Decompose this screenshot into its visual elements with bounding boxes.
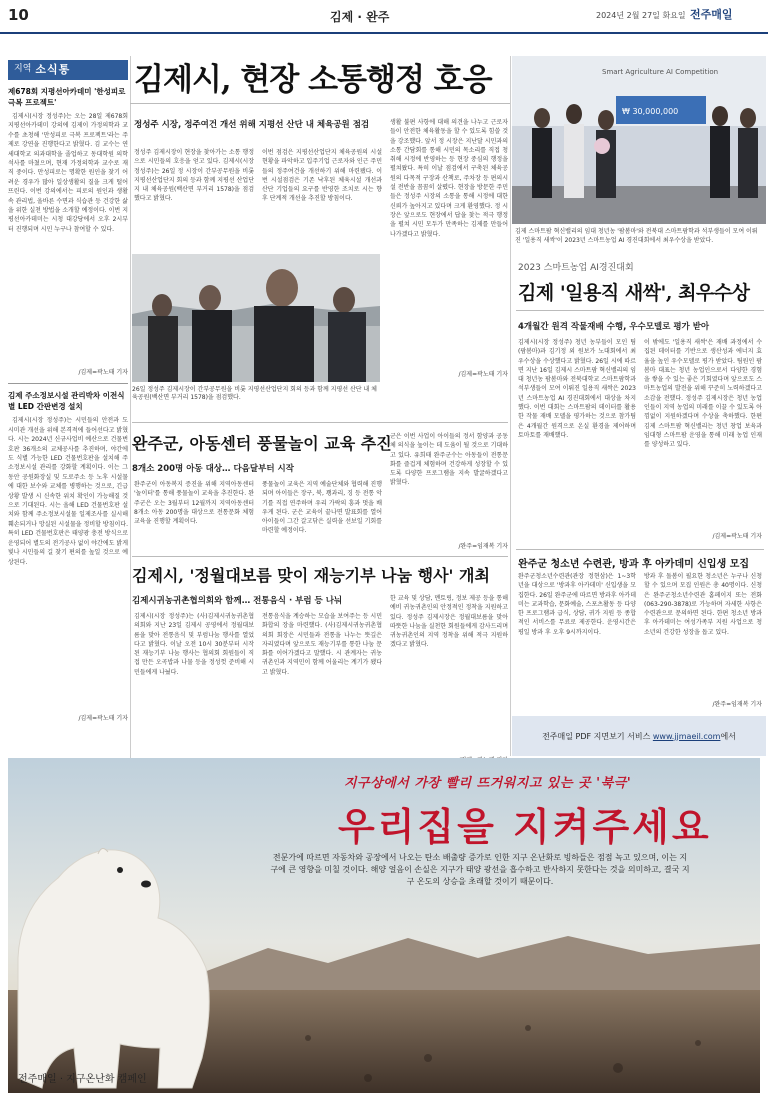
issue-date: 2024년 2월 27일 화요일 [596, 11, 686, 20]
award-headline: 김제 '일용직 새싹', 최우수상 [518, 282, 750, 304]
award-ceremony-photo [512, 56, 766, 224]
award-kicker: 2023 스마트농업 AI경진대회 [518, 263, 634, 273]
story4-col3: 군은 이번 사업이 아이들의 정서 함양과 공동체 의식을 높이는 데 도움이 될 것으로 기대하고 있다. 유희태 완주군수는 아동들이 전통문화를 즐겁게 체험하며 건강하게 성장할 수 있도록 다양한 프로그램을 지속 발굴하겠다고 밝혔다. [390, 433, 508, 487]
ad-body: 전문가에 따르면 자동차와 공장에서 나오는 탄소 배출량 증가로 인한 지구 온난화로 빙하들은 점점 녹고 있으며, 이는 지구에 큰 영향을 미칠 것이다. 해양 얼음이 손실은 지구가 태양 광선을 흡수하고 반사하지 못한다는 것을 의미하고, 결국 지구 온도의 상승을 초래할 것이기 때문이다. [270, 853, 690, 886]
sidebar-story2-title: 김제 주소정보시설 관리박차 이전식별 LED 간판변경 설치 [8, 391, 125, 412]
story4-headline: 완주군, 아동센터 풍물놀이 교육 추진 [132, 434, 392, 453]
award-photo [512, 56, 766, 224]
officials-inspection-photo [132, 254, 380, 382]
sidebar-story1-byline: /김제=곽노태 기자 [78, 369, 128, 376]
photo-banner-text: Smart Agriculture AI Competition [602, 68, 719, 76]
pdf-service-notice [512, 716, 766, 756]
sidebar-story2-body: 김제시(시장 정성주)는 시민들의 안전과 도시미관 개선을 위해 본격적에 들어선다고 밝혔다. 시는 2024년 신규사업비 예산으로 건물번호판 36개소의 교체공사를 추진하며, 야간에도 식별 가능한 LED 건물번호판을 설치해 주소정보시설 관리를 강화할 계획이다. 이는 그동안 공원화장실 및 도로주소 등 노후 시설물에 대한 보수와 교체를 병행하는 것으로, 긴급상황 발생 시 신속한 위치 확인이 가능해질 것으로 기대된다. 시는 올해 LED 건물번호판 설치와 함께 주소정보시설물 일제조사를 실시해 훼손되거나 망실된 시설물을 정비할 방침이다. 특히 LED 건물번호판은 태양광 충전 방식으로 운영되어 별도의 전기공사 없이 야간에도 밝게 빛나 시민들의 길 찾기 편의를 높일 것으로 예상된다. [8, 417, 128, 566]
story5-headline: 김제시, '정월대보름 맞이 재능기부 나눔 행사' 개최 [132, 566, 490, 585]
main-col2: 이번 점검은 지평선산업단지 체육공원의 시설 현황을 파악하고 입주기업 근로자와 인근 주민들의 정주여건을 개선하기 위해 마련됐다. 이번 시설점검은 기존 낙후된 체육시설 개선과 산단 기업들의 요구를 반영한 조치로 시는 향후 단계적 개선을 추진할 방침이다. [262, 149, 382, 203]
story6-col2: 방과 후 돌봄이 필요한 청소년은 누구나 신청할 수 있으며 모집 인원은 총 40명이다. 신청은 완주군청소년수련관 홈페이지 또는 전화(063-290-3878)로 가능하며 자세한 사항은 수련관으로 문의하면 된다. 한편 청소년 방과후 아카데미는 여성가족부 지원 사업으로 청소년의 건강한 성장을 돕고 있다. [644, 573, 762, 636]
divider [132, 422, 508, 423]
column-divider [510, 56, 511, 756]
main-photo [132, 254, 380, 382]
story6-byline: /완주=임재복 기자 [712, 701, 762, 708]
award-col1: 김제시(시장 정성주) 청년 농부들이 모인 팀(팜봄마)과 김기정 외 원보가 노대회에서 최우수상을 수상했다고 밝혔다. 26일 시에 따르면 지난 16일 김제시 스마트팜 혁신밸리의 임대 청년농 팜봄마와 전북대학교 스마트팜학과 석부생들이 모여 이뤄진 일용직 새싹은 2023년 스마트농업 AI 경진대회에서 대상을 차지했다. 이번 대회는 스마트팜의 데이터를 활용한 작물 재배 모델을 평가하는 것으로 참가팀은 4개월간 원격으로 온실 환경을 제어하며 토마토를 재배했다. [518, 339, 636, 439]
pdf-notice-link[interactable]: www.jjmaeil.com [652, 731, 721, 741]
section-tag-big: 소식통 [35, 63, 71, 77]
story5-col2: 전통음식을 계승하는 모습을 보여주는 등 시민 화합의 장을 마련했다. (사)김제시귀농귀촌협의회 회장은 시민들과 전통을 나누는 뜻깊은 자리였다며 앞으로도 재능기부를 통한 나눔 문화를 이어가겠다고 말했다. 시 관계자는 귀농귀촌인과 지역민이 함께 어울리는 계기가 됐다고 밝혔다. [262, 613, 382, 676]
section-tag-small: 지역 [14, 64, 32, 75]
main-subhead: 정성주 시장, 정주여건 개선 위해 지평선 산단 내 체육공원 점검 [134, 120, 370, 130]
award-photo-caption: 김제 스마트팜 혁신밸리의 임대 청년농 '팜봄마'와 전북대 스마트팜학과 석부생들이 모여 이뤄진 '일용직 새싹'이 2023년 스마트농업 AI 경진대회에서 최우수상을 받았다. [515, 228, 758, 244]
main-col1: 정성주 김제시장이 현장을 찾아가는 소통 행정으로 시민들의 호응을 얻고 있다. 김제시(시장 정성주)는 26일 정 시장이 간부공무원을 비롯 지평선산업단지 회의 등과 함께 지평선 산업단지 내 체육공원(백산면 부거리 1578)을 점검했다고 밝혔다. [134, 149, 254, 203]
ad-kicker: 지구상에서 가장 빨리 뜨거워지고 있는 곳 '북극' [344, 776, 632, 791]
newspaper-name: 전주매일 [690, 8, 733, 21]
award-subhead: 4개월간 원격 작물재배 수행, 우수모델로 평가 받아 [518, 322, 710, 332]
local-news-sidebar [8, 60, 128, 772]
divider [132, 556, 508, 557]
section-title: 김제 · 완주 [330, 10, 390, 24]
main-headline: 김제시, 현장 소통행정 호응 [130, 56, 510, 104]
main-photo-caption: 26일 정성주 김제시장이 간부공무원을 비롯 지평선산업단지 회의 등과 함께 지평선 산단 내 체육공원(백산면 부거리 1578)을 점검했다. [132, 386, 377, 401]
story4-byline: /완주=임재복 기자 [458, 543, 508, 550]
award-byline: /김제=곽노태 기자 [712, 533, 762, 540]
story4-col1: 완주군이 아동복지 증진을 위해 지역아동센터 '놀이터'를 통해 풍물놀이 교육을 추진한다. 완주군은 오는 3월부터 12월까지 지역아동센터 8개소 아동 200명을 대상으로 전통문화 체험 교육을 진행할 계획이다. [134, 481, 254, 526]
ad-title: 우리집을 지켜주세요 [338, 804, 712, 849]
prize-check-text: ₩ 30,000,000 [622, 107, 679, 116]
page-header [0, 0, 768, 34]
divider [516, 549, 764, 550]
story6-headline: 완주군 청소년 수련관, 방과 후 아카데미 신입생 모집 [518, 559, 750, 570]
column-divider [130, 56, 131, 768]
story5-col1: 김제시(시장 정성주)는 (사)김제시귀농귀촌협의회와 지난 23일 김제시 공영에서 정월대보름을 맞아 전통음식 및 부럼나눔 행사를 열었다고 밝혔다. 이날 오전 10시 30분부터 시작된 재능기부 나눔 행사는 협의회 회원들이 직접 만든 오곡밥과 나물 등을 정성껏 준비해 시민들에게 나눴다. [134, 613, 254, 676]
pdf-notice-text: 전주매일 PDF 지면보기 서비스 [542, 731, 651, 741]
award-col2: 이 밖에도 '일용직 새싹'은 재배 과정에서 수집된 데이터를 기반으로 생산성과 에너지 효율을 높인 우수모델로 평가 받았다. 팀원인 팜봄마 대표는 청년 농업인으로서 다양한 경험을 쌓을 수 있는 좋은 기회였다며 앞으로도 스마트농업의 발전을 위해 꾸준히 노력하겠다고 소감을 전했다. 정성주 김제시장은 청년 농업인들이 지역 농업의 미래를 이끌 수 있도록 아낌없이 지원하겠다며 수상을 축하했다. 한편 김제 스마트팜 혁신밸리는 청년 창업 보육과 임대형 스마트팜 운영을 통해 미래 농업 인재를 양성하고 있다. [644, 339, 762, 449]
story4-col2: 풍물놀이 교육은 지역 예술단체와 협력해 진행되며 아이들은 장구, 북, 꽹과리, 징 등 전통 악기를 직접 연주하며 우리 가락의 흥과 멋을 배우게 된다. 군은 교육이 끝나면 발표회를 열어 아이들이 그간 갈고닦은 실력을 선보일 기회를 마련할 예정이다. [262, 481, 382, 535]
story4-subhead: 8개소 200명 아동 대상… 다음달부터 시작 [132, 464, 294, 474]
main-byline: /김제=곽노태 기자 [458, 371, 508, 378]
sidebar-story2-byline: /김제=곽노태 기자 [78, 715, 128, 723]
main-col3: 생활 불편 사항에 대해 의견을 나누고 근로자들이 안전한 체육활동을 할 수 있도록 힘쓸 것을 강조했다. 앞서 정 시장은 지난달 시민과의 소통 간담회를 통해 시민의 목소리를 직접 청취해 시정에 반영하는 등 현장 중심의 행정을 펼쳐왔다. 특히 이날 점검에서 구축된 체육공원의 다목적 구장과 산책로, 주차장 등 편의시설 전반을 꼼꼼히 살폈다. 현장을 방문한 주민들은 정성주 시장의 소통을 통해 시정에 대한 신뢰가 높아지고 있다며 크게 환영했다. 정 시장은 앞으로도 현장에서 답을 찾는 적극 행정을 펼쳐 시민 모두가 만족하는 김제를 만들어 나가겠다고 밝혔다. [390, 119, 508, 238]
story5-col3: 한 교육 및 상담, 멘토링, 정보 제공 등을 통해 예비 귀농귀촌인의 안정적인 정착을 지원하고 있다. 정성주 김제시장은 정월대보름을 맞아 따뜻한 나눔을 실천한 회원들에게 감사드리며 귀농귀촌인의 지역 정착을 위해 적극 지원하겠다고 밝혔다. [390, 595, 508, 649]
divider [8, 383, 128, 384]
divider [516, 310, 764, 311]
pdf-notice-suffix: 에서 [720, 731, 736, 741]
ad-watermark: 전주매일 · 지구온난화 캠페인 [18, 1074, 147, 1085]
section-tag [8, 60, 128, 80]
sidebar-story1-body: 김제시(시장 정성주)는 오는 28일 제678회 지평선아카데미 강의에 김제이 가정의학과 교수를 초청해 '만성피로 극복 프로젝트'라는 주제로 강연을 진행한다고 밝혔다. 김 교수는 연세대학교 의과대학을 졸업하고 동대학원 의학석사를 마쳤으며, 현재 가정의학과 교수로 재직 중이다. 만성피로는 명확한 원인을 찾기 어려운 경우가 많아 일상생활의 질을 크게 떨어뜨린다. 이번 강의에서는 피로의 원인과 생활 속 관리법, 올바른 수면과 식습관 등 건강한 삶을 위한 실천 방법을 소개할 예정이다. 이번 지평선아카데미는 시청 대강당에서 오후 2시부터 진행되며 시민 누구나 참여할 수 있다. [8, 113, 128, 233]
story5-subhead: 김제시귀농귀촌협의회와 함께… 전통음식 · 부럼 등 나눠 [132, 596, 343, 606]
climate-ad [8, 758, 760, 1093]
page-number: 10 [8, 6, 29, 24]
story6-col1: 완주군청소년수련관(관장 정현삼)은 1~3학년을 대상으로 '방과후 아카데미' 신입생을 모집한다. 26일 완주군에 따르면 방과후 아카데미는 교과학습, 문화예술, 스포츠활동 등 다양한 프로그램과 급식, 상담, 귀가 지원 등 종합적인 서비스를 무료로 제공한다. 운영시간은 평일 방과 후 오후 9시까지이다. [518, 573, 636, 636]
sidebar-story1-title: 제678회 지평선아카데미 '한성피로 극복 프로젝트' [8, 87, 126, 107]
